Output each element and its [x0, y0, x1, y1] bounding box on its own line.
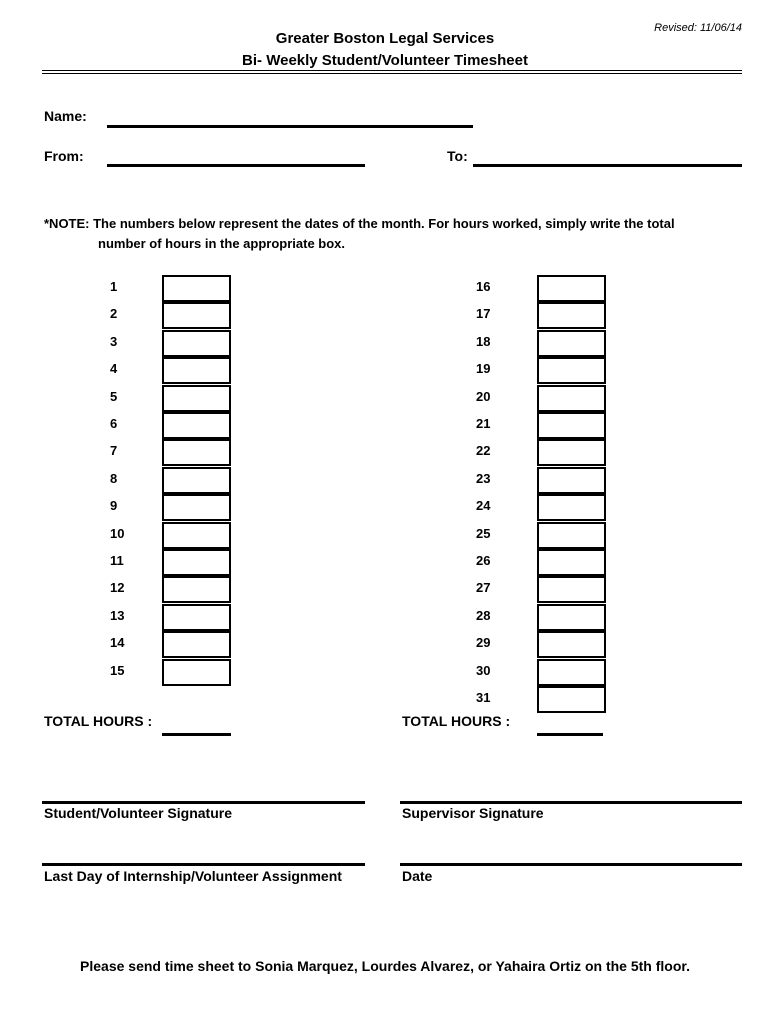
organization-title: Greater Boston Legal Services [275, 30, 495, 47]
right-hours-box[interactable] [537, 604, 606, 631]
left-hours-box[interactable] [162, 439, 231, 466]
supervisor-signature-field[interactable] [400, 801, 742, 804]
right-day-number: 29 [476, 635, 491, 650]
from-field[interactable] [107, 164, 365, 167]
right-hours-box[interactable] [537, 412, 606, 439]
left-day-number: 15 [110, 663, 125, 678]
right-hours-box[interactable] [537, 522, 606, 549]
right-hours-box[interactable] [537, 467, 606, 494]
right-day-number: 31 [476, 690, 491, 705]
right-hours-box[interactable] [537, 631, 606, 658]
last-day-label: Last Day of Internship/Volunteer Assignment [44, 868, 342, 884]
left-hours-box[interactable] [162, 631, 231, 658]
left-hours-box[interactable] [162, 604, 231, 631]
right-day-number: 22 [476, 443, 491, 458]
right-hours-box[interactable] [537, 686, 606, 713]
right-day-number: 27 [476, 580, 491, 595]
right-day-number: 28 [476, 608, 491, 623]
last-day-field[interactable] [42, 863, 365, 866]
left-day-number: 11 [110, 553, 124, 568]
right-day-number: 20 [476, 389, 491, 404]
to-label: To: [447, 148, 468, 164]
left-day-number: 8 [110, 471, 118, 486]
supervisor-signature-label: Supervisor Signature [402, 805, 544, 821]
right-hours-box[interactable] [537, 302, 606, 329]
left-day-number: 9 [110, 498, 118, 513]
left-hours-box[interactable] [162, 330, 231, 357]
right-hours-box[interactable] [537, 385, 606, 412]
left-day-number: 4 [110, 361, 118, 376]
right-hours-box[interactable] [537, 659, 606, 686]
name-label: Name: [44, 108, 87, 124]
left-day-number: 12 [110, 580, 125, 595]
total-hours-label-right: TOTAL HOURS : [402, 713, 511, 729]
left-hours-box[interactable] [162, 659, 231, 686]
header-divider-bottom [42, 73, 742, 74]
right-day-number: 25 [476, 526, 491, 541]
right-day-number: 16 [476, 279, 491, 294]
right-day-number: 24 [476, 498, 491, 513]
from-label: From: [44, 148, 84, 164]
left-day-number: 3 [110, 334, 118, 349]
note-line-2: number of hours in the appropriate box. [98, 236, 346, 251]
right-day-number: 26 [476, 553, 491, 568]
left-hours-box[interactable] [162, 302, 231, 329]
name-field[interactable] [107, 125, 473, 128]
left-hours-box[interactable] [162, 522, 231, 549]
student-signature-field[interactable] [42, 801, 365, 804]
right-day-number: 30 [476, 663, 491, 678]
left-hours-box[interactable] [162, 494, 231, 521]
right-day-number: 17 [476, 306, 491, 321]
total-hours-field-right[interactable] [537, 733, 603, 736]
left-day-number: 14 [110, 635, 125, 650]
left-hours-box[interactable] [162, 412, 231, 439]
note-line-1: *NOTE: The numbers below represent the dates of the month. For hours worked, simply write the total [44, 216, 675, 231]
left-day-number: 13 [110, 608, 125, 623]
left-day-number: 10 [110, 526, 125, 541]
left-day-number: 5 [110, 389, 118, 404]
left-day-number: 7 [110, 443, 118, 458]
to-field[interactable] [473, 164, 742, 167]
right-day-number: 21 [476, 416, 491, 431]
left-hours-box[interactable] [162, 385, 231, 412]
right-day-number: 23 [476, 471, 491, 486]
revised-date: Revised: 11/06/14 [654, 22, 742, 34]
instructions-note [44, 214, 724, 254]
form-title: Bi- Weekly Student/Volunteer Timesheet [242, 52, 528, 69]
header-divider-top [42, 70, 742, 71]
footer-instructions: Please send time sheet to Sonia Marquez, Lourdes Alvarez, or Yahaira Ortiz on the 5th floor. [80, 958, 690, 974]
right-day-number: 19 [476, 361, 491, 376]
right-hours-box[interactable] [537, 576, 606, 603]
student-signature-label: Student/Volunteer Signature [44, 805, 232, 821]
right-hours-box[interactable] [537, 549, 606, 576]
total-hours-label-left: TOTAL HOURS : [44, 713, 153, 729]
left-hours-box[interactable] [162, 467, 231, 494]
left-day-number: 1 [110, 279, 118, 294]
left-hours-box[interactable] [162, 357, 231, 384]
date-label: Date [402, 868, 433, 884]
left-day-number: 6 [110, 416, 118, 431]
right-day-number: 18 [476, 334, 491, 349]
left-hours-box[interactable] [162, 549, 231, 576]
right-hours-box[interactable] [537, 330, 606, 357]
left-day-number: 2 [110, 306, 118, 321]
right-hours-box[interactable] [537, 494, 606, 521]
right-hours-box[interactable] [537, 357, 606, 384]
left-hours-box[interactable] [162, 576, 231, 603]
date-field[interactable] [400, 863, 742, 866]
left-hours-box[interactable] [162, 275, 231, 302]
right-hours-box[interactable] [537, 275, 606, 302]
right-hours-box[interactable] [537, 439, 606, 466]
total-hours-field-left[interactable] [162, 733, 231, 736]
